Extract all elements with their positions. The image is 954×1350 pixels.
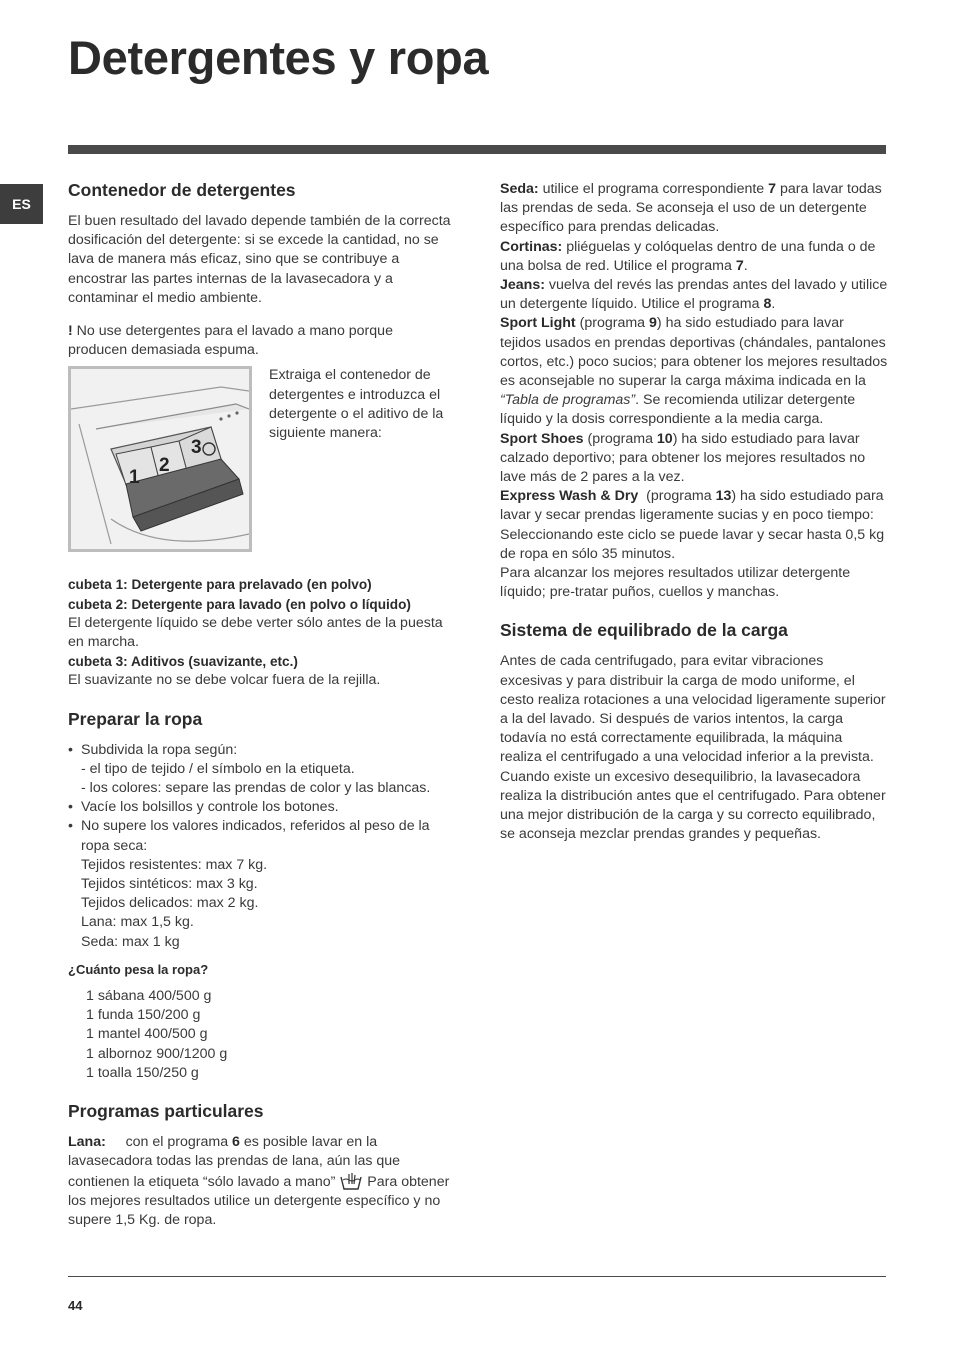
express-label: Express Wash & Dry — [500, 488, 639, 505]
bullet-text: Subdivida la ropa según: — [81, 741, 238, 758]
lana-label: Lana: — [68, 1134, 106, 1151]
warning-text: No use detergentes para el lavado a mano porque producen demasiada espuma. — [68, 323, 393, 359]
seda-text-b: para lavar todas las prendas de seda. Se aconseja el uso de un detergente específico para prendas delicadas. — [500, 181, 882, 236]
cortinas-label: Cortinas: — [500, 238, 563, 255]
equilibrado-text: Antes de cada centrifugado, para evitar vibraciones excesivas y para distribuir la carga de modo uniforme, el cesto realiza rotaciones a una velocidad ligeramente superior a la del lavado. Si después de varios intentos, la carga todavía no está correctamente equilibrada, la máquina realiza el centrifugado a una velocidad inferior a la prevista. Cuando existe un excesivo desequilibrio, la lavasecadora realiza la distribución antes que el centrifugado. Para obtener una mejor distribución de la carga y su correcto equilibrado, se aconseja mezclar prendas grandes y pequeñas. — [500, 653, 886, 843]
cortinas-text: pliéguelas y colóquelas dentro de una funda o de una bolsa de red. Utilice el programa — [500, 238, 876, 274]
list-item — [68, 817, 456, 951]
preparar-list — [68, 741, 456, 952]
lana-text-b: es posible lavar en la lavasecadora todas las prendas de lana, aún las que contienen la etiqueta “sólo lavado a mano” — [68, 1134, 401, 1190]
program-cortinas: Cortinas: pliéguelas y colóquelas dentro de una funda o de una bolsa de red. Utilice el programa 7. — [500, 238, 876, 274]
cubeta-3-note: El suavizante no se debe volcar fuera de la rejilla. — [68, 672, 381, 689]
lana-text-c: Para obtener los mejores resultados utilice un detergente específico y no supere 1,5 Kg. de ropa. — [68, 1173, 450, 1228]
program-jeans: Jeans: vuelva del revés las prendas antes del lavado y utilice un detergente líquido. Utilice el programa 8. — [500, 277, 888, 313]
weight-item: 1 albornoz 900/1200 g — [86, 1045, 228, 1062]
hand-wash-icon — [340, 1172, 362, 1190]
cubeta-2-note: El detergente líquido se debe verter sólo antes de la puesta en marcha. — [68, 614, 443, 651]
contenedor-intro: El buen resultado del lavado depende también de la correcta dosificación del detergente: si se excede la cantidad, no se lava de manera más eficaz, sino que se contribuye a encostrar las partes internas de la lavasecadora y a contaminar el medio ambiente. — [68, 213, 451, 306]
seda-program-number: 7 — [768, 181, 777, 197]
express-text-b: ) ha sido estudiado para lavar y secar prendas ligeramente sucias y en poco tiempo: Seleccionando este ciclo se puede lavar y secar hasta 0,5 kg de ropa en sólo 35 minutos. — [500, 488, 885, 562]
sport-shoes-text-a: (programa — [587, 430, 653, 447]
lana-program-number: 6 — [232, 1134, 240, 1151]
express-text-a: (programa — [646, 488, 712, 505]
contenedor-heading: Contenedor de detergentes — [68, 180, 296, 200]
limit-item: Tejidos resistentes: max 7 kg. — [81, 856, 268, 873]
weight-heading: ¿Cuánto pesa la ropa? — [68, 961, 209, 977]
sport-light-text-c: . Se recomienda utilizar detergente líquido y la dosis correspondiente a la media carga. — [500, 392, 856, 428]
cubeta-1: cubeta 1: Detergente para prelavado (en polvo) — [68, 577, 372, 593]
detergent-drawer-illustration — [68, 366, 252, 552]
left-column — [68, 178, 456, 1230]
warning-icon: ! — [68, 323, 73, 340]
seda-text-a: utilice el programa correspondiente — [542, 181, 765, 197]
sport-light-program-number: 9 — [649, 315, 657, 332]
program-sport-shoes — [500, 430, 888, 488]
weight-item: 1 toalla 150/250 g — [86, 1064, 199, 1081]
page-number: 44 — [68, 1298, 83, 1313]
footer-rule — [68, 1276, 886, 1277]
program-seda — [500, 180, 888, 238]
compartment-3-label: 3 — [191, 437, 202, 459]
list-item — [68, 741, 456, 799]
weight-item: 1 mantel 400/500 g — [86, 1026, 208, 1043]
language-tab: ES — [0, 184, 43, 224]
tabla-programas-reference: “Tabla de programas” — [500, 392, 636, 409]
bullet-text: No supere los valores indicados, referidos al peso de la ropa seca: — [81, 818, 430, 854]
list-item: • Vacíe los bolsillos y controle los botones. — [68, 798, 456, 817]
equilibrado-heading: Sistema de equilibrado de la carga — [500, 620, 788, 641]
limit-item: Lana: max 1,5 kg. — [81, 914, 194, 931]
sport-light-label: Sport Light — [500, 315, 576, 332]
drawer-drawing — [71, 369, 249, 549]
express-note: Para alcanzar los mejores resultados utilizar detergente líquido; pre-tratar puños, cuellos y manchas. — [500, 565, 851, 601]
jeans-text: vuelva del revés las prendas antes del lavado y utilice un detergente líquido. Utilice el programa — [500, 277, 888, 313]
program-express — [500, 487, 888, 564]
express-program-number: 13 — [715, 488, 732, 505]
compartment-2-label: 2 — [159, 455, 170, 477]
limit-item: Seda: max 1 kg — [81, 933, 180, 950]
jeans-program-number: 8 — [763, 296, 772, 313]
weight-item: 1 funda 150/200 g — [86, 1007, 201, 1024]
cubeta-2: cubeta 2: Detergente para lavado (en polvo o líquido) — [68, 596, 411, 612]
page-title: Detergentes y ropa — [68, 31, 489, 84]
sub-item: - el tipo de tejido / el símbolo en la etiqueta. — [81, 760, 355, 777]
limit-item: Tejidos delicados: max 2 kg. — [81, 895, 259, 912]
sport-light-text-a: (programa — [579, 315, 646, 332]
jeans-label: Jeans: — [500, 277, 545, 294]
compartment-1-label: 1 — [129, 467, 140, 489]
sport-light-text-b: ) ha sido estudiado para lavar tejidos usados en prendas deportivas (chándales, pantalones cortos, etc.) poco sucios; para obtener los mejores resultados es aconsejable no superar la carga máxima indicada en la — [500, 315, 888, 390]
sport-shoes-text-b: ) ha sido estudiado para lavar calzado deportivo; para obtener los mejores resultados no lave más de 2 pares a la vez. — [500, 430, 866, 486]
cubeta-3: cubeta 3: Aditivos (suavizante, etc.) — [68, 654, 298, 670]
weight-item: 1 sábana 400/500 g — [86, 988, 212, 1005]
right-column — [500, 180, 888, 845]
sub-item: - los colores: separe las prendas de color y las blancas. — [81, 780, 431, 797]
figure-row — [68, 366, 456, 552]
warning-paragraph — [68, 322, 456, 360]
seda-label: Seda: — [500, 181, 539, 197]
figure-caption: Extraiga el contenedor de detergentes e introduzca el detergente o el aditivo de la siguiente manera: — [269, 367, 444, 442]
limit-item: Tejidos sintéticos: max 3 kg. — [81, 876, 258, 893]
programas-heading: Programas particulares — [68, 1101, 264, 1122]
sport-shoes-program-number: 10 — [656, 430, 673, 447]
program-lana — [68, 1133, 456, 1230]
lana-text-a: con el programa — [125, 1134, 229, 1151]
sport-shoes-label: Sport Shoes — [500, 430, 584, 447]
program-sport-light — [500, 314, 888, 429]
preparar-heading: Preparar la ropa — [68, 708, 203, 729]
cortinas-program-number: 7 — [735, 257, 744, 274]
weights-list — [68, 987, 456, 1083]
title-rule — [68, 145, 886, 154]
